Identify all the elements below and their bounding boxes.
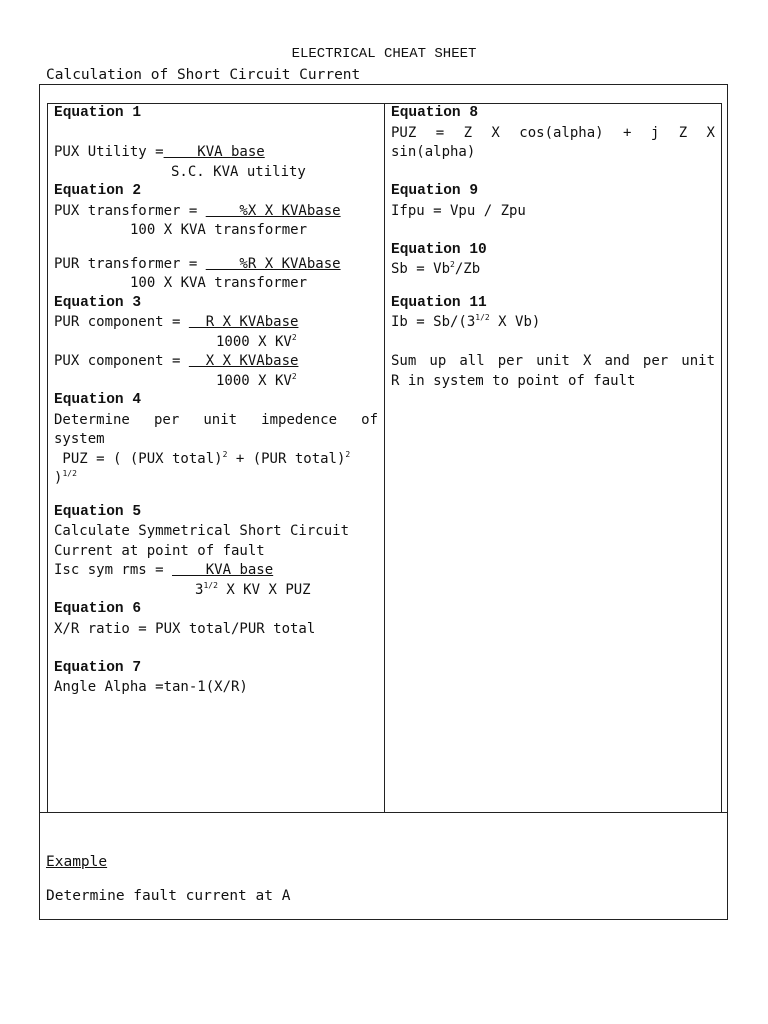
equation-4-formula: PUZ = ( (PUX total)$^2$ + (PUR total)$^2$	[54, 449, 351, 467]
equation-3-heading: Equation 3	[54, 294, 142, 311]
equation-2-pur-denominator: 100 X KVA transformer	[130, 275, 308, 291]
equation-1-denominator: S.C. KVA utility	[171, 163, 306, 180]
equation-4-heading: Equation 4	[54, 392, 142, 408]
equation-2-pux-numerator-line: PUX transformer = %X X KVAbase	[54, 202, 341, 219]
equation-8-line-2: sin(alpha)	[391, 144, 476, 160]
equation-2-pur-numerator-line: PUR transformer = %R X KVAbase	[54, 255, 341, 272]
equation-4-description-line-2: system	[54, 431, 105, 447]
example-separator	[39, 812, 728, 813]
example-heading: Example	[46, 854, 108, 870]
document-title: ELECTRICAL CHEAT SHEET	[291, 46, 477, 62]
equation-6-text: X/R ratio = PUX total/PUR total	[54, 620, 316, 637]
equation-4-description-line-1: Determine per unit impedence of	[54, 411, 378, 428]
equation-5-description-line-2: Current at point of fault	[54, 542, 265, 559]
equation-1-heading: Equation 1	[54, 105, 142, 121]
equation-6-heading: Equation 6	[54, 601, 142, 617]
equation-9-heading: Equation 9	[391, 183, 479, 199]
equation-1-numerator-line: PUX Utility = KVA base	[54, 144, 265, 160]
equation-3-pux-numerator-line: PUX component = X X KVAbase	[54, 353, 299, 369]
equation-3-pux-denominator: 1000 X $KV^2$	[216, 371, 297, 389]
summary-line-2: R in system to point of fault	[391, 372, 636, 389]
equation-3-pur-numerator-line: PUR component = R X KVAbase	[54, 314, 299, 330]
equation-11-text: $Ib = Sb/(3^{1/2}$ X Vb)	[391, 313, 541, 330]
document-subtitle: Calculation of Short Circuit Current	[46, 67, 361, 83]
equation-8-heading: Equation 8	[391, 105, 479, 121]
equation-5-heading: Equation 5	[54, 503, 142, 520]
example-text: Determine fault current at A	[46, 888, 291, 904]
equation-8-line-1: PUZ = Z X cos(alpha) + j Z X	[391, 124, 715, 141]
equation-5-denominator: $3^{1/2}$ X KV X PUZ	[195, 580, 311, 598]
summary-line-1: Sum up all per unit X and per unit	[391, 353, 715, 369]
equation-7-text: Angle Alpha =tan-1(X/R)	[54, 679, 248, 695]
equation-4-formula-close: )$^{1/2}$	[54, 469, 77, 486]
equation-2-heading: Equation 2	[54, 183, 142, 199]
column-divider	[384, 103, 385, 813]
equation-10-heading: Equation 10	[391, 241, 487, 258]
right-column	[391, 104, 715, 391]
equation-5-numerator-line: Isc sym rms = KVA base	[54, 562, 274, 578]
left-column	[54, 104, 378, 698]
equation-2-pux-denominator: 100 X KVA transformer	[130, 222, 308, 238]
equation-3-pur-denominator: 1000 X $KV^2$	[216, 332, 297, 350]
equation-10-text: $Sb = Vb^2/Zb$	[391, 260, 481, 277]
equation-9-text: Ifpu = Vpu / Zpu	[391, 202, 526, 219]
equation-11-heading: Equation 11	[391, 294, 487, 311]
equation-5-description-line-1: Calculate Symmetrical Short Circuit	[54, 523, 350, 539]
equation-7-heading: Equation 7	[54, 659, 142, 676]
